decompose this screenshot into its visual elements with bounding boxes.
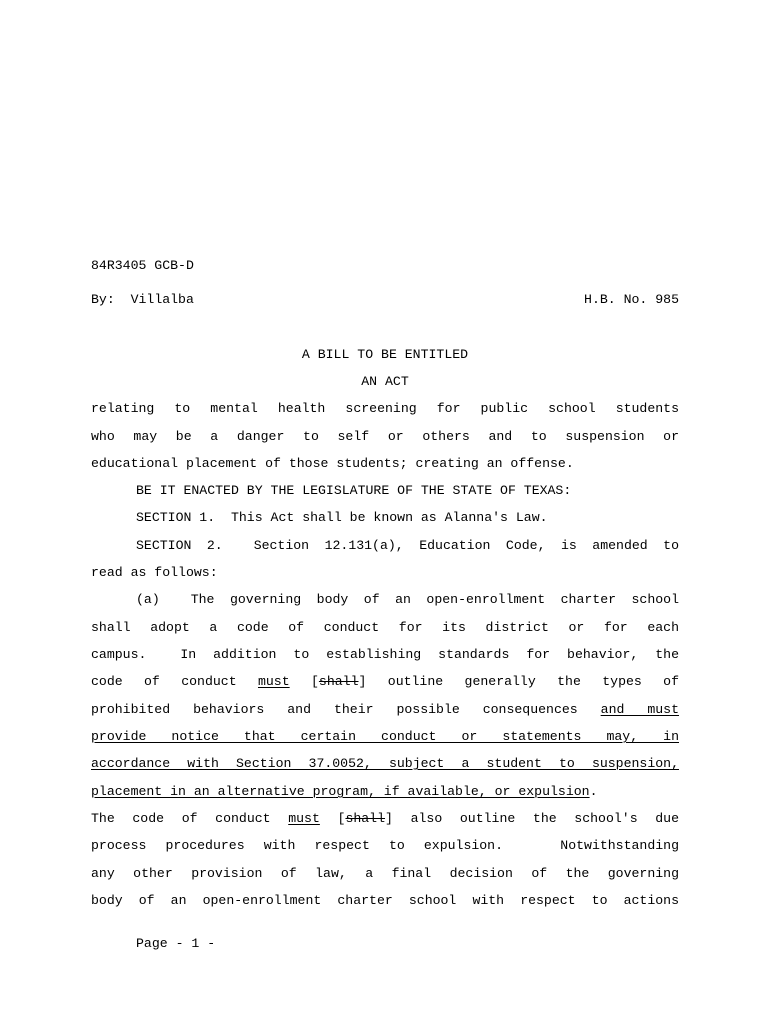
section-2-line-1: SECTION 2. Section 12.131(a), Education Code, is amended to: [136, 538, 679, 553]
subsection-a-line-8: [91, 782, 679, 802]
subsection-a-line-10: process procedures with respect to expulsion. Notwithstanding: [91, 838, 679, 853]
inserted-text: must: [257, 674, 290, 689]
author-line: [91, 290, 679, 310]
text-run: prohibited behaviors and their possible consequences: [91, 702, 601, 717]
subsection-a-line-7: accordance with Section 37.0052, subject a student to suspension,: [91, 756, 679, 771]
author-name: Villalba: [130, 292, 194, 307]
section-2-line-2: read as follows:: [91, 565, 218, 580]
subsection-a-line-12: body of an open-enrollment charter school with respect to actions: [91, 893, 679, 908]
subsection-a-line-3: campus. In addition to establishing standards for behavior, the: [91, 647, 679, 662]
text-run: code of conduct: [91, 674, 258, 689]
inserted-text: must: [288, 811, 320, 826]
deleted-text: shall: [318, 674, 359, 689]
text-run: ] also outline the school's due: [385, 811, 680, 826]
text-run: ] outline generally the types of: [358, 674, 679, 689]
subsection-a-line-6: provide notice that certain conduct or statements may, in: [91, 729, 679, 744]
bill-title-line1: A BILL TO BE ENTITLED: [301, 347, 469, 362]
page-number: Page - 1 -: [136, 936, 216, 951]
bill-number: H.B. No. 985: [584, 292, 679, 307]
subsection-a-line-11: any other provision of law, a final decision of the governing: [91, 866, 679, 881]
inserted-text: placement in an alternative program, if available, or expulsion: [91, 784, 590, 799]
text-run: .: [589, 784, 598, 799]
text-run: [: [289, 674, 319, 689]
doc-code: 84R3405 GCB-D: [91, 258, 194, 273]
subsection-a-line-9: [91, 809, 679, 829]
text-run: [: [319, 811, 346, 826]
author-label: By:: [91, 292, 115, 307]
caption-line-3: educational placement of those students; creating an offense.: [91, 456, 574, 471]
deleted-text: shall: [345, 811, 386, 826]
subsection-a-line-1: (a) The governing body of an open-enrollment charter school: [136, 592, 679, 607]
bill-title-line2: AN ACT: [361, 374, 409, 389]
subsection-a-line-4: [91, 672, 679, 692]
text-run: The code of conduct: [91, 811, 289, 826]
enacting-clause: BE IT ENACTED BY THE LEGISLATURE OF THE STATE OF TEXAS:: [136, 483, 572, 498]
caption-line-2: who may be a danger to self or others and to suspension or: [91, 429, 679, 444]
inserted-text: and must: [600, 702, 680, 717]
section-1: SECTION 1. This Act shall be known as Alanna's Law.: [136, 510, 548, 525]
subsection-a-line-2: shall adopt a code of conduct for its district or for each: [91, 620, 679, 635]
caption-line-1: relating to mental health screening for public school students: [91, 401, 679, 416]
subsection-a-line-5: [91, 700, 679, 720]
author: [91, 290, 194, 310]
